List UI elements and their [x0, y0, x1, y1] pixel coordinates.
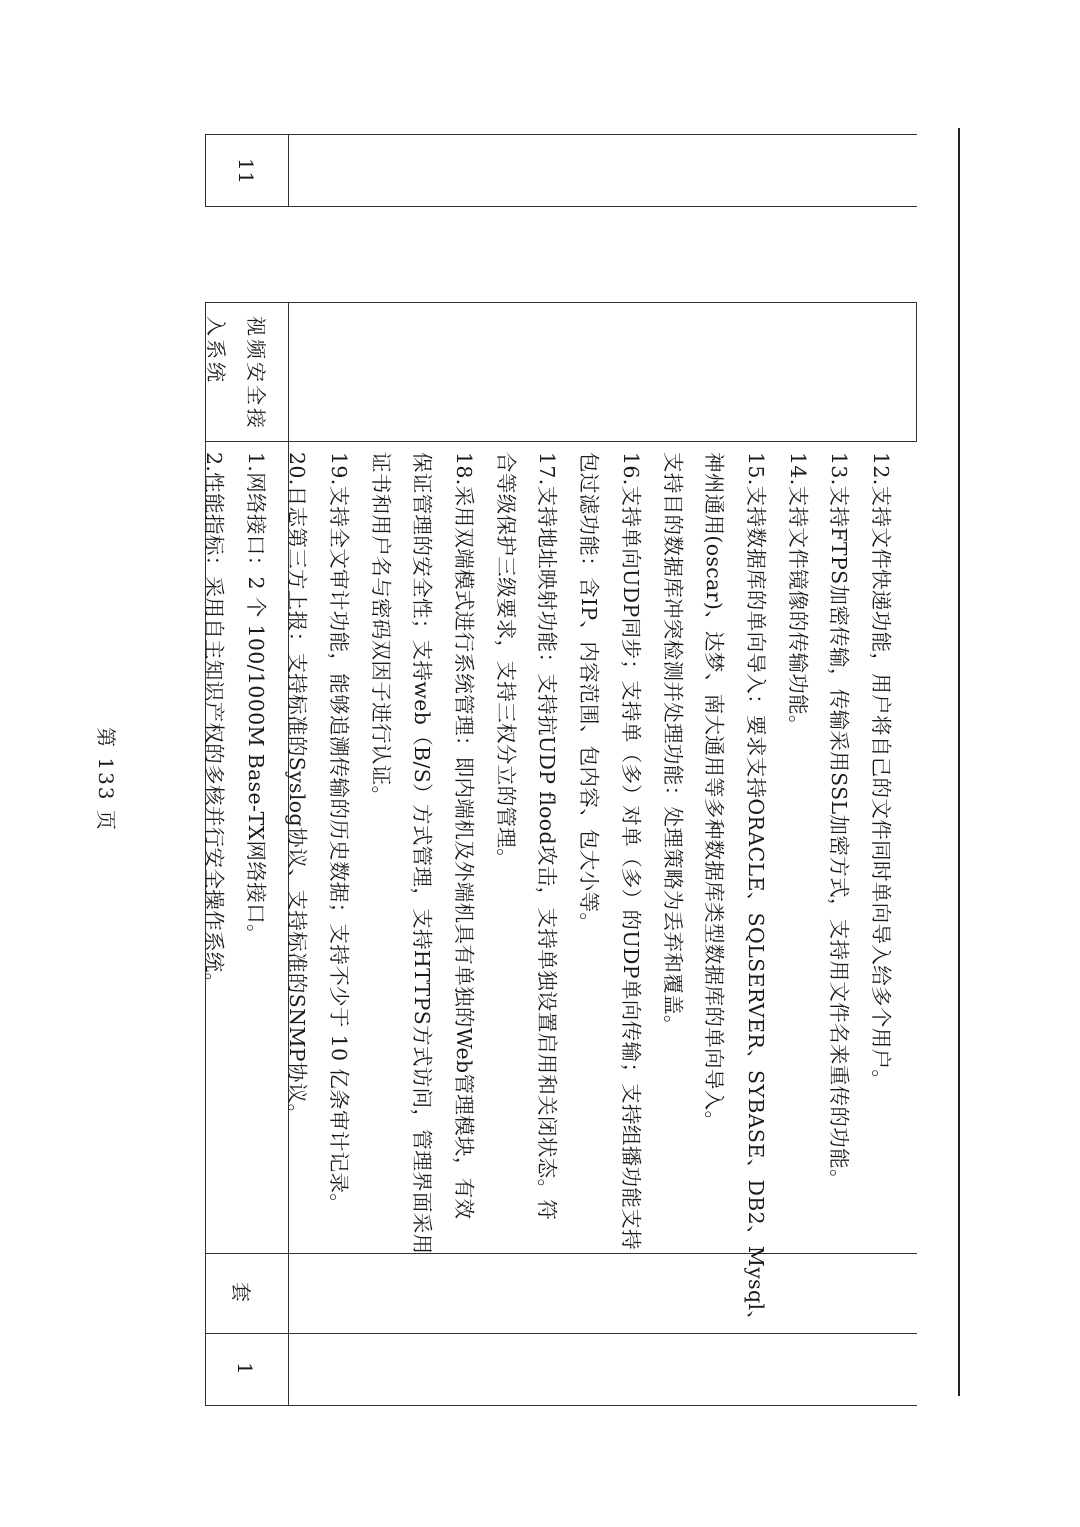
spec-line: 18.采用双端模式进行系统管理：即内端机及外端机具有单独的Web管理模块，有效: [452, 452, 477, 1220]
spec-line: 合等级保护三级要求，支持三权分立的管理。: [493, 452, 518, 869]
spec-table-qty-divider: [205, 1333, 917, 1334]
spec-line: 13.支持FTPS加密传输，传输采用SSL加密方式，支持用文件名来重传的功能。: [827, 452, 852, 1190]
prev-table-left-border: [205, 134, 206, 206]
prev-table-top-border: [205, 134, 917, 135]
spec-line: 14.支持文件镜像的传输功能。: [785, 452, 810, 736]
spec-table-top-border: [205, 302, 917, 303]
spec-line: 包过滤功能：含IP、内容范围、包内容、包大小等。: [577, 452, 602, 934]
spec-line: 12.支持文件快递功能，用户将自己的文件同时单向导入给多个用户。: [869, 452, 893, 1091]
spec-line: 20.日志第三方上报：支持标准的Syslog协议、支持标准的SNMP协议。: [285, 452, 310, 1125]
quantity-cell: 1: [233, 1362, 257, 1376]
unit-cell: 套: [229, 1282, 253, 1303]
spec-table-unit-divider: [205, 1253, 917, 1254]
spec-line: 16.支持单向UDP同步；支持单（多）对单（多）的UDP单向传输；支持组播功能支持: [618, 452, 643, 1250]
spec-table-bottom-border: [205, 1405, 917, 1406]
prev-row-number: 11: [234, 158, 258, 185]
product-name: [196, 316, 276, 431]
page-number: 第 133 页: [94, 727, 118, 832]
prev-table-bottom-border: [205, 206, 917, 207]
spec-line: 保证管理的安全性；支持web（B/S）方式管理，支持HTTPS方式访问，管理界面采用: [410, 452, 435, 1255]
spec-line: 19.支持全文审计功能，能够追溯传输的历史数据；支持不少于 10 亿条审计记录。: [327, 452, 352, 1215]
prev-table-divider: [288, 134, 289, 206]
spec-table-name-divider: [205, 441, 917, 442]
spec-content: [192, 452, 901, 1332]
spec-table-name-right-border: [916, 302, 917, 441]
spec-line: 17.支持地址映射功能：支持抗UDP flood攻击，支持单独设置启用和关闭状态。符: [535, 452, 560, 1221]
product-name-line-1: 视频安全接: [244, 316, 268, 431]
page-edge-rule: [958, 128, 960, 1396]
spec-line: 神州通用(oscar)、达梦、南大通用等多种数据库类型数据库的单向导入。: [702, 452, 727, 1132]
spec-line: 证书和用户名与密码双因子进行认证。: [368, 452, 393, 807]
spec-line: 15.支持数据库的单向导入：要求支持ORACLE、SQLSERVER、SYBASE、DB2、Mysql、: [743, 452, 768, 1332]
product-name-line-2: 入系统: [204, 316, 228, 385]
spec-line: 2.性能指标：采用自主知识产权的多核并行安全操作系统。: [202, 452, 226, 994]
spec-line: 支持目的数据库冲突检测并处理功能：处理策略为丢弃和覆盖。: [660, 452, 685, 1036]
spec-line: 1.网络接口：2 个 100/1000M Base-TX网络接口。: [243, 452, 268, 945]
